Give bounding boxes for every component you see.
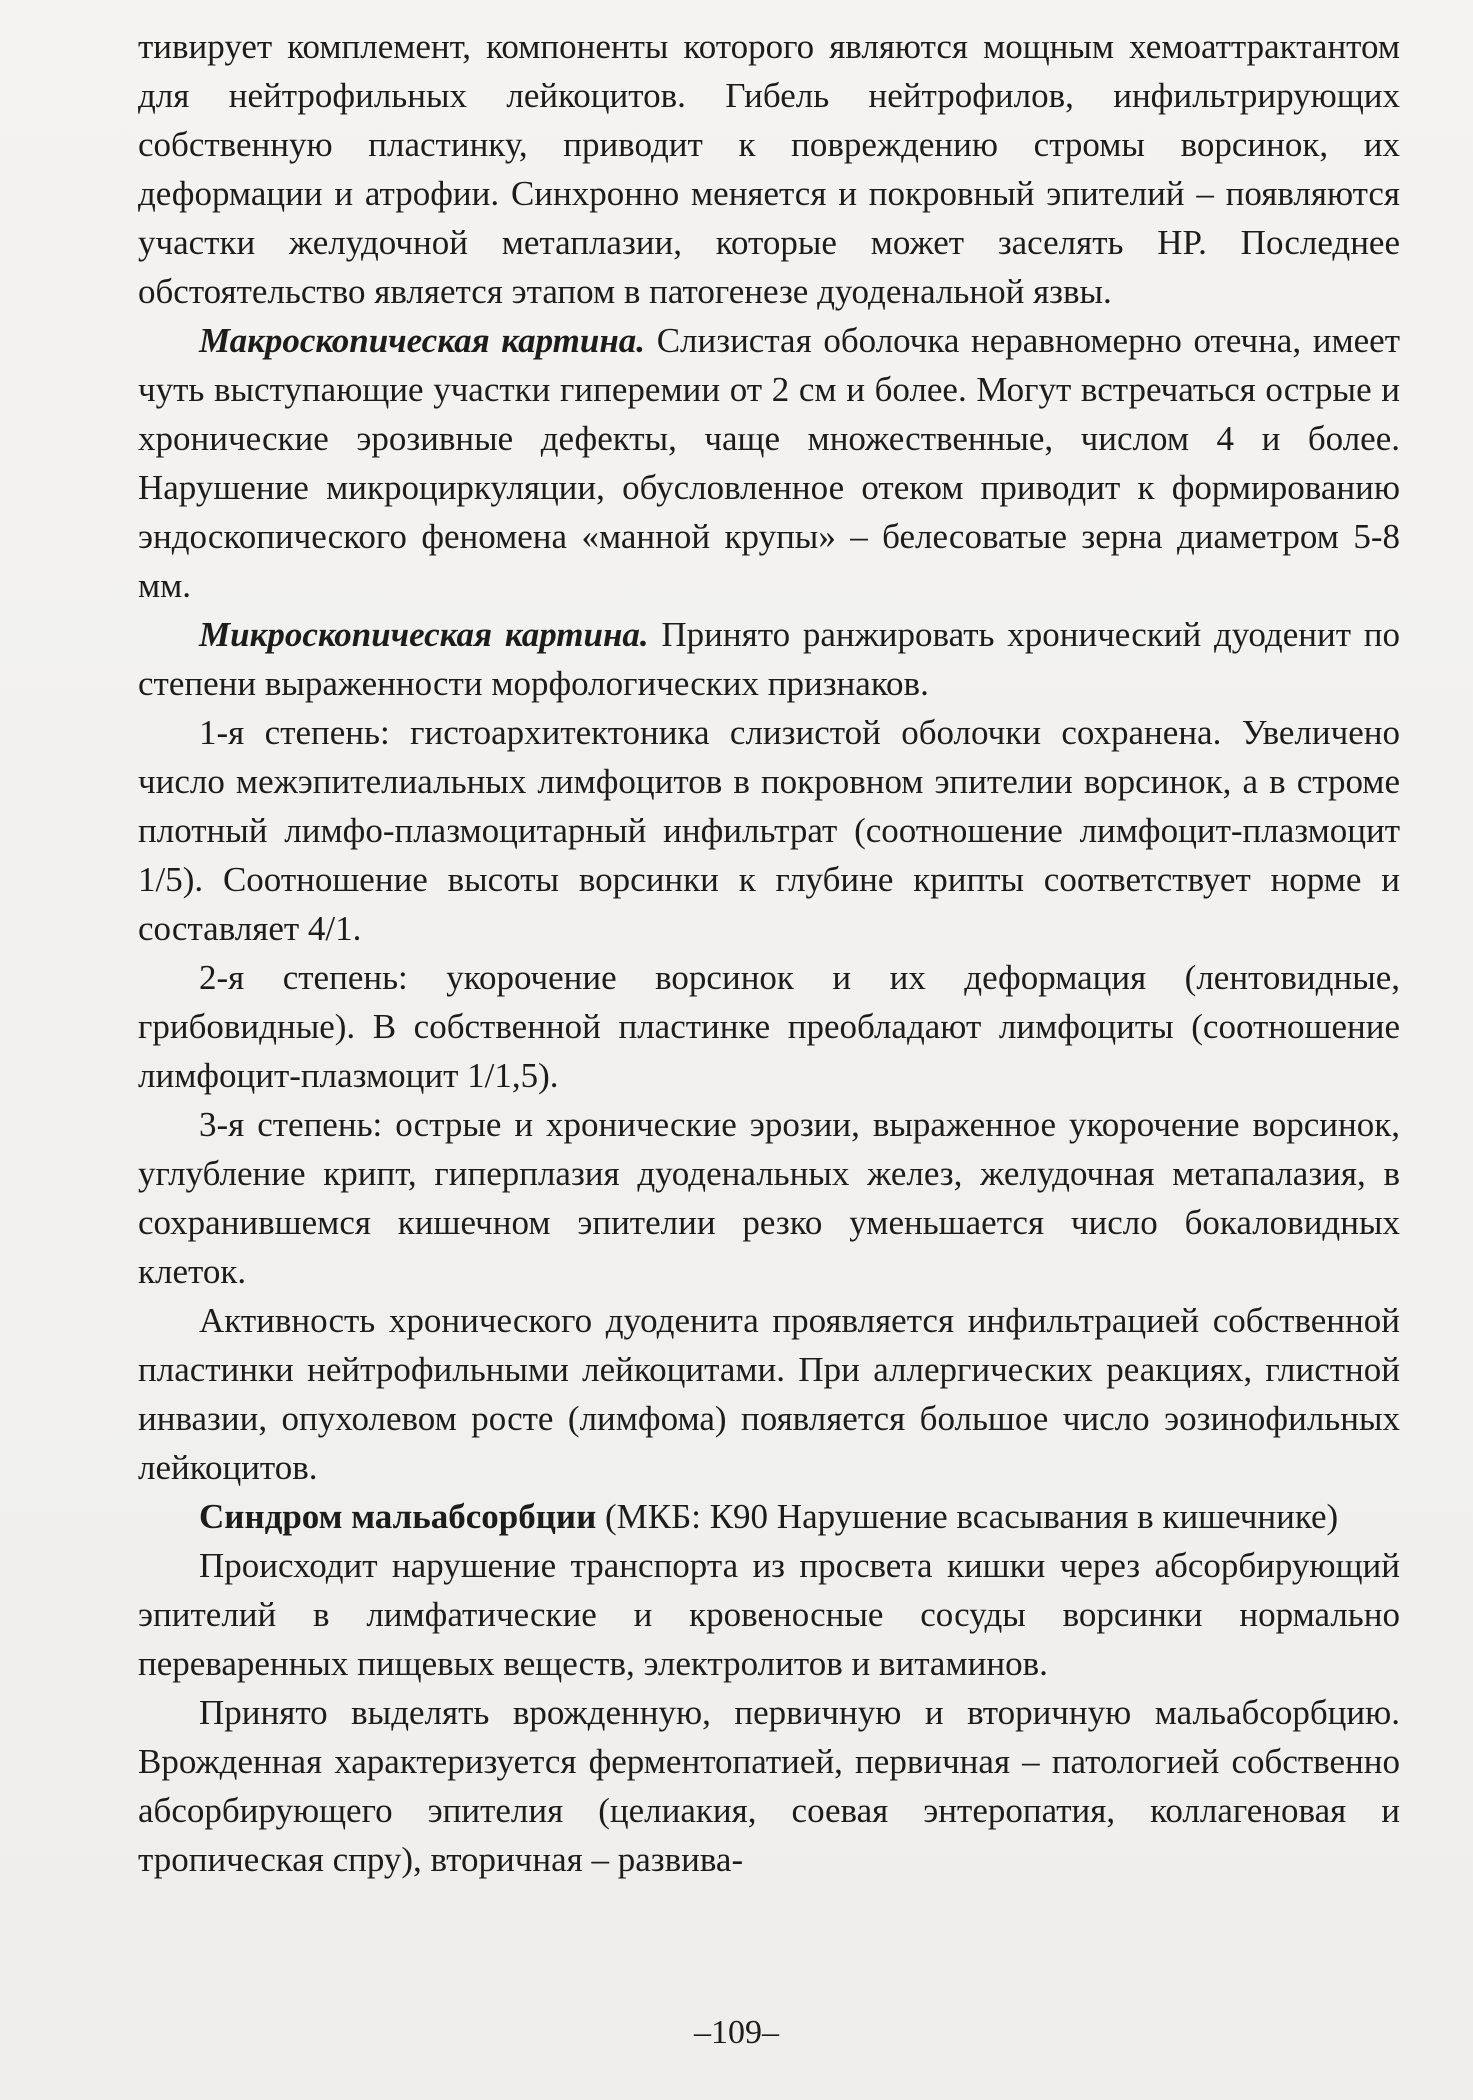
malabsorption-heading: Синдром мальабсорбции [199,1497,597,1536]
paragraph-degree-2-text: 2-я степень: укорочение ворсинок и их деформация (лентовидные, грибовидные). В собственной пластинке преобладают лимфоциты (соотношение лимфоцит-плазмоцит 1/1,5). [138,958,1400,1095]
paragraph-degree-2 [138,953,1400,1100]
page-body [138,22,1400,1884]
paragraph-activity [138,1296,1400,1492]
paragraph-transport [138,1541,1400,1688]
macroscopic-heading: Макроскопическая картина. [199,321,646,360]
paragraph-microscopic [138,610,1400,708]
paragraph-degree-3-text: 3-я степень: острые и хронические эрозии, выраженное укорочение ворсинок, углубление крипт, гиперплазия дуоденальных желез, желудочная метапалазия, в сохранившемся кишечном эпителии резко уменьшается число бокаловидных клеток. [138,1105,1400,1291]
paragraph-degree-1 [138,708,1400,953]
paragraph-activity-text: Активность хронического дуоденита проявляется инфильтрацией собственной пластинки нейтрофильными лейкоцитами. При аллергических реакциях, глистной инвазии, опухолевом росте (лимфома) появляется большое число эозинофильных лейкоцитов. [138,1301,1400,1487]
paragraph-classification [138,1688,1400,1884]
page-number: –109– [694,2014,779,2051]
paragraph-1 [138,22,1400,316]
malabsorption-heading-note: (МКБ: К90 Нарушение всасывания в кишечнике) [596,1497,1339,1536]
section-heading-malabsorption [138,1492,1400,1541]
paragraph-degree-3 [138,1100,1400,1296]
paragraph-macroscopic-text: Слизистая оболочка неравномерно отечна, имеет чуть выступающие участки гиперемии от 2 см и более. Могут встречаться острые и хронические эрозивные дефекты, чаще множественные, числом 4 и более. Нарушение микроциркуляции, обусловленное отеком приводит к формированию эндоскопического феномена «манной крупы» – белесоватые зерна диаметром 5-8 мм. [138,321,1400,605]
paragraph-degree-1-text: 1-я степень: гистоархитектоника слизистой оболочки сохранена. Увеличено число межэпителиальных лимфоцитов в покровном эпителии ворсинок, а в строме плотный лимфо-плазмоцитарный инфильтрат (соотношение лимфоцит-плазмоцит 1/5). Соотношение высоты ворсинки к глубине крипты соответствует норме и составляет 4/1. [138,713,1400,948]
microscopic-heading: Микроскопическая картина. [199,615,649,654]
paragraph-transport-text: Происходит нарушение транспорта из просвета кишки через абсорбирующий эпителий в лимфатические и кровеносные сосуды ворсинки нормально переваренных пищевых веществ, электролитов и витаминов. [138,1546,1400,1683]
paragraph-macroscopic [138,316,1400,610]
paragraph-microscopic-text: Принято ранжировать хронический дуоденит по степени выраженности морфологических признаков. [138,615,1400,703]
paragraph-classification-text: Принято выделять врожденную, первичную и вторичную мальабсорбцию. Врожденная характеризуется ферментопатией, первичная – патологией собственно абсорбирующего эпителия (целиакия, соевая энтеропатия, коллагеновая и тропическая спру), вторичная – развива- [138,1693,1400,1879]
paragraph-1-text: тивирует комплемент, компоненты которого являются мощным хемоаттрактантом для нейтрофильных лейкоцитов. Гибель нейтрофилов, инфильтрирующих собственную пластинку, приводит к повреждению стромы ворсинок, их деформации и атрофии. Синхронно меняется и покровный эпителий – появляются участки желудочной метаплазии, которые может заселять HP. Последнее обстоятельство является этапом в патогенезе дуоденальной язвы. [138,27,1400,311]
